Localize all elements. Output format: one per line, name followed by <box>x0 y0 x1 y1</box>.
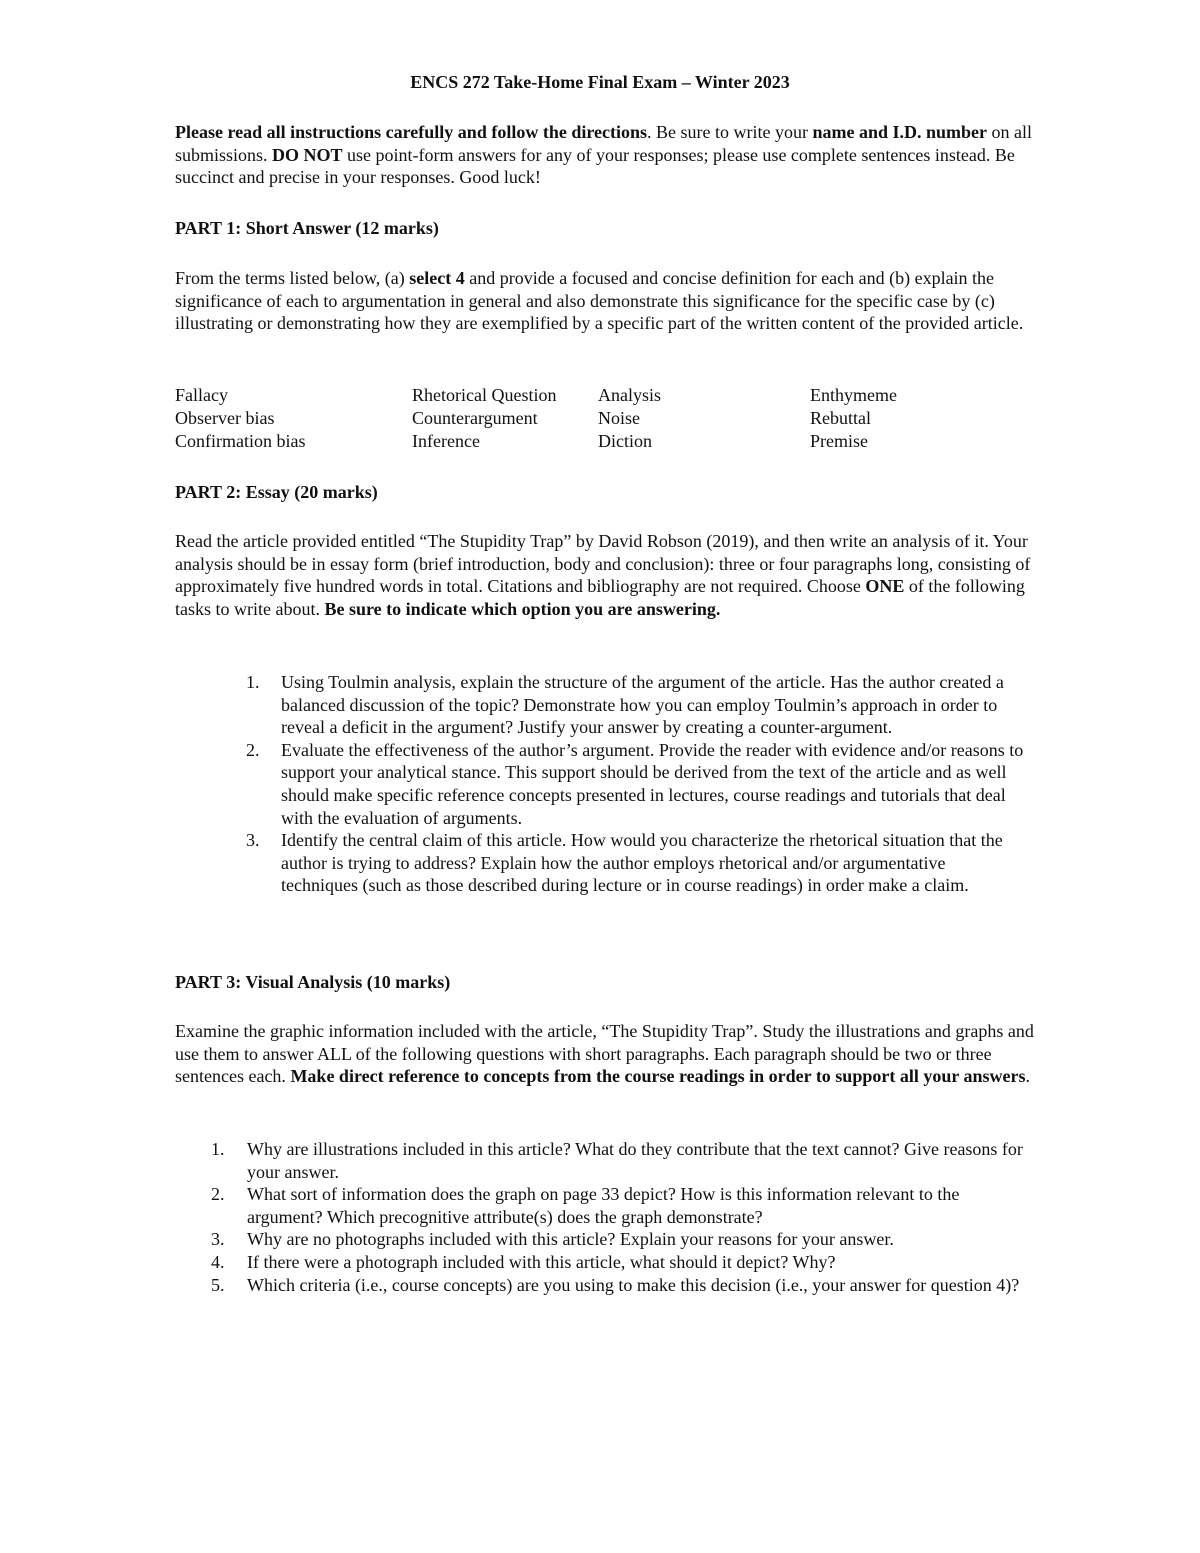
term-counterargument: Counterargument <box>412 408 538 428</box>
question-text: Why are illustrations included in this article? What do they contribute that the text cannot? Give reasons for your answer. <box>247 1139 1023 1182</box>
term-confirmation-bias: Confirmation bias <box>175 431 306 451</box>
question-number: 3. <box>211 1229 225 1250</box>
instructions-bold-3: DO NOT <box>272 144 343 165</box>
terms-table <box>175 384 1035 454</box>
part2-options-list <box>246 671 1026 897</box>
part3-paragraph <box>175 1020 1035 1088</box>
part3-heading: PART 3: Visual Analysis (10 marks) <box>175 972 451 992</box>
option-text: Identify the central claim of this article. How would you characterize the rhetorical situation that the author is trying to address? Explain how the author employs rhetorical and/or argumentative techniques (such as those described during lecture or in course readings) in order make a claim. <box>281 830 1003 896</box>
part1-text-1: From the terms listed below, (a) <box>175 268 410 288</box>
term-observer-bias: Observer bias <box>175 408 275 428</box>
term-enthymeme: Enthymeme <box>810 385 897 405</box>
part2-text-2: of the following tasks to write about. <box>175 576 1025 619</box>
list-item <box>211 1183 1032 1228</box>
part3-text-2: . <box>1025 1066 1031 1087</box>
instructions-text-2: on all submissions. <box>175 122 1032 165</box>
page-title: ENCS 272 Take-Home Final Exam – Winter 2023 <box>410 72 790 92</box>
question-number: 4. <box>211 1251 225 1272</box>
option-number: 2. <box>246 739 260 760</box>
question-text: If there were a photograph included with this article, what should it depict? Why? <box>247 1251 836 1272</box>
term-noise: Noise <box>598 408 640 428</box>
question-text: Which criteria (i.e., course concepts) are you using to make this decision (i.e., your answer for question 4)? <box>247 1274 1020 1295</box>
part2-bold-2: Be sure to indicate which option you are answering. <box>324 598 721 619</box>
question-number: 5. <box>211 1274 225 1295</box>
list-item <box>246 671 1026 739</box>
instructions-text-1: . Be sure to write your <box>646 122 813 142</box>
term-premise: Premise <box>810 431 868 451</box>
question-number: 1. <box>211 1139 225 1159</box>
question-text: What sort of information does the graph on page 33 depict? How is this information relevant to the argument? Which precognitive attribute(s) does the graph demonstrate? <box>247 1184 960 1227</box>
part1-bold-1: select 4 <box>409 268 465 288</box>
part3-questions-list <box>211 1138 1032 1296</box>
term-rhetorical-question: Rhetorical Question <box>412 385 557 405</box>
term-fallacy: Fallacy <box>175 385 228 405</box>
part3-text-1: Examine the graphic information included with the article, “The Stupidity Trap”. Study the illustrations and graphs and use them to answer ALL of the following questions with short paragraphs. Each paragraph should be two or three sentences each. <box>175 1021 1034 1087</box>
part1-heading: PART 1: Short Answer (12 marks) <box>175 218 439 238</box>
question-number: 2. <box>211 1184 225 1205</box>
question-text: Why are no photographs included with this article? Explain your reasons for your answer. <box>247 1229 894 1250</box>
instructions-bold-1: Please read all instructions carefully and follow the directions <box>175 122 647 142</box>
part1-paragraph <box>175 267 1035 335</box>
list-item <box>211 1228 1032 1251</box>
part1-text-2: and provide a focused and concise definition for each and (b) explain the significance of each to argumentation in general and also demonstrate this significance for the specific case by (c) illustrating or demonstrating how they are exemplified by a specific part of the written content of the provided article. <box>175 268 1024 334</box>
part2-paragraph <box>175 530 1035 620</box>
list-item <box>211 1251 1032 1274</box>
term-diction: Diction <box>598 431 652 451</box>
option-text: Using Toulmin analysis, explain the structure of the argument of the article. Has the author created a balanced discussion of the topic? Demonstrate how you can employ Toulmin’s approach in order to reveal a deficit in the argument? Justify your answer by creating a counter-argument. <box>281 672 1004 738</box>
option-text: Evaluate the effectiveness of the author’s argument. Provide the reader with evidence and/or reasons to support your analytical stance. This support should be derived from the text of the article and as well should make specific reference concepts presented in lectures, course readings and tutorials that deal with the evaluation of arguments. <box>281 739 1024 828</box>
list-item <box>246 829 1026 897</box>
term-inference: Inference <box>412 431 480 451</box>
option-number: 1. <box>246 672 260 692</box>
part2-bold-1: ONE <box>865 576 905 597</box>
term-analysis: Analysis <box>598 385 661 405</box>
part3-bold-1: Make direct reference to concepts from the course readings in order to support all your answers <box>290 1066 1026 1087</box>
part2-heading: PART 2: Essay (20 marks) <box>175 482 378 502</box>
instructions-paragraph <box>175 121 1035 189</box>
instructions-bold-2: name and I.D. number <box>812 122 987 142</box>
terms-row <box>175 407 1035 430</box>
list-item <box>246 739 1026 829</box>
term-rebuttal: Rebuttal <box>810 408 871 428</box>
terms-row <box>175 430 1035 453</box>
option-number: 3. <box>246 830 260 851</box>
part2-text-1: Read the article provided entitled “The Stupidity Trap” by David Robson (2019), and then write an analysis of it. Your analysis should be in essay form (brief introduction, body and conclusion): three or four paragraphs long, consisting of approximately five hundred words in total. Citations and bibliography are not required. Choose <box>175 531 1031 597</box>
list-item <box>211 1138 1032 1183</box>
terms-row <box>175 384 1035 407</box>
list-item <box>211 1274 1032 1297</box>
instructions-text-3: use point-form answers for any of your responses; please use complete sentences instead. Be succinct and precise in your responses. Good luck! <box>175 144 1015 188</box>
